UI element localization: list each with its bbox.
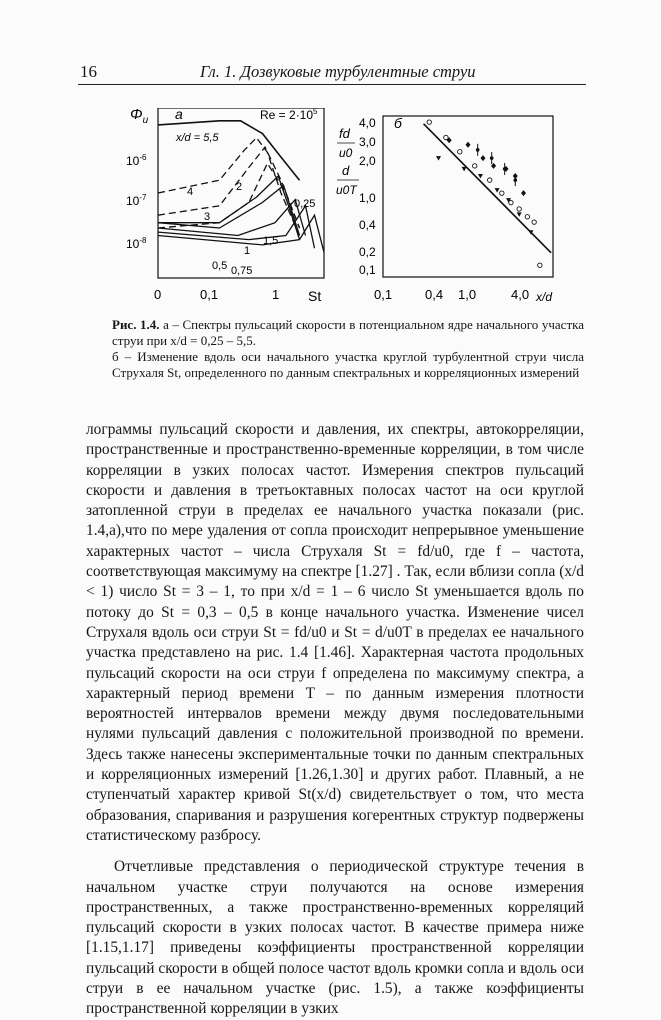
x-tick-b-3: 4,0 [511, 287, 530, 302]
data-point-circle-9 [532, 220, 536, 224]
curve-label-2: 2 [236, 181, 243, 193]
data-point-circle-1 [444, 135, 448, 139]
ylabel-u0T: u0T [336, 183, 357, 197]
page-number: 16 [80, 62, 97, 81]
data-point-triangle-3 [495, 188, 500, 193]
data-point-circle-10 [538, 263, 542, 267]
curve-label-05: 0,5 [212, 260, 228, 272]
data-point-triangle-0 [436, 156, 441, 161]
data-point-diamond-2 [480, 155, 485, 161]
data-point-triangle-2 [478, 174, 483, 179]
error-bar-point-0 [476, 148, 480, 152]
data-point-circle-0 [427, 120, 431, 124]
panel-b-frame [383, 116, 553, 277]
figure-1-4 [118, 108, 558, 308]
data-point-circle-2 [458, 150, 462, 154]
xd-label: x/d = 5,5 [176, 132, 219, 144]
x-tick-b-2: 1,0 [458, 287, 477, 302]
panel-b-data [424, 120, 552, 268]
ylabel-u0: u0 [339, 146, 353, 160]
panel-a-ylabel: $\Phi_u$ [130, 108, 149, 126]
data-point-circle-4 [487, 178, 491, 182]
spectrum-curve-55 [158, 121, 300, 180]
caption-part-b: б – Изменение вдоль оси начального участка круглой турбулентной струи числа Струхаля St, определенного по данным спектральных и корреляционных измерений [112, 349, 584, 380]
panel-b [336, 115, 553, 304]
y-tick-a-1: $10^{-7}$ [126, 193, 147, 208]
running-title: Гл. 1. Дозвуковые турбулентные струи [200, 62, 476, 81]
paragraph-1: лограммы пульсаций скорости и давления, их спектры, автокорреляции, пространственные и пространственно-временные корреляции, в том числе корреляции в узких полосах частот. Измерения спектров пульсаций скорости и давления в третьоктавных полосах частот на оси круглой затопленной струи в пределах ее начального участка показали (рис. 1.4,а),что по мере удаления от сопла происходит непрерывное уменьшение характерных частот – числа Струхаля St = fd/u0, где f – частота, соответствующая максимуму на спектре [1.27] . Так, если вблизи сопла (x/d < 1) число St = 3 – 1, то при x/d = 1 – 6 число St уменьшается вдоль по потоку до St = 0,3 – 0,5 в конце начального участка. Изменение чисел Струхаля вдоль оси струи St = fd/u0 и St = d/u0T в пределах ее начального участка представлено на рис. 1.4 [1.46]. Характерная частота продольных пульсаций скорости на оси струи f определена по максимуму спектра, а характерный период времени T – по данным измерения плотности вероятностей интервалов времени между двумя последовательными нулями пульсаций давления с положительной производной по времени. Здесь также нанесены экспериментальные точки по данным спектральных и корреляционных измерений [1.26,1.30] и других работ. Плавный, а не ступенчатый характер кривой St(x/d) свидетельствует о том, что места образования, спаривания и разрушения когерентных структур подвержены статистическому разбросу. [86, 421, 584, 844]
y-tick-b-0: 4,0 [359, 116, 376, 130]
y-tick-b-4: 0,4 [359, 218, 376, 232]
data-point-triangle-1 [462, 167, 467, 172]
panel-a-xlabel: St [308, 288, 322, 304]
header-rule [78, 84, 586, 85]
y-tick-b-5: 0,2 [359, 245, 376, 259]
figure-caption [112, 317, 584, 381]
spectrum-curve-075 [158, 200, 306, 236]
panel-b-xlabel: x/d [536, 290, 553, 304]
y-tick-b-1: 3,0 [359, 135, 376, 149]
error-bar-point-1 [490, 156, 494, 160]
y-tick-a-2: $10^{-8}$ [126, 236, 147, 251]
panel-b-y-ticks [359, 116, 376, 277]
panel-b-label: б [394, 115, 402, 131]
x-tick-a-1: 0,1 [200, 287, 219, 302]
curve-label-025: 0,25 [294, 198, 316, 210]
curve-label-075: 0,75 [231, 265, 253, 277]
data-point-diamond-6 [521, 190, 526, 196]
panel-a [126, 108, 324, 304]
caption-part-a: а – Спектры пульсаций скорости в потенциальном ядре начального участка струи при x/d = 0,25 – 5,5. [112, 317, 585, 348]
error-bar-point-2 [503, 167, 507, 171]
y-tick-b-6: 0,1 [359, 263, 376, 277]
body-text [86, 420, 584, 1020]
x-tick-a-0: 0 [154, 287, 162, 302]
ylabel-fd: fd [339, 126, 350, 141]
data-point-circle-8 [525, 215, 529, 219]
x-tick-a-2: 1 [272, 287, 280, 302]
caption-fig-label: Рис. 1.4. [112, 317, 160, 332]
data-point-circle-7 [517, 207, 521, 211]
x-tick-b-1: 0,4 [425, 287, 444, 302]
strouhal-fit-line [424, 124, 552, 253]
data-point-triangle-5 [517, 212, 522, 217]
data-point-circle-5 [500, 191, 504, 195]
curve-label-1: 1 [244, 245, 251, 257]
ylabel-d: d [342, 163, 350, 178]
curve-label-15: 1,5 [263, 235, 279, 247]
panel-a-label: а [175, 108, 183, 122]
re-label: $Re = 2\cdot 10^5$ [260, 108, 318, 122]
y-tick-b-2: 2,0 [359, 154, 376, 168]
data-point-diamond-1 [466, 142, 471, 148]
error-bar-point-3 [513, 178, 517, 182]
curve-label-4: 4 [187, 186, 194, 198]
y-tick-a-0: $10^{-6}$ [126, 153, 147, 168]
curve-label-3: 3 [204, 211, 211, 223]
x-tick-b-0: 0,1 [374, 287, 393, 302]
y-tick-b-3: 1,0 [359, 191, 376, 205]
paragraph-2: Отчетливые представления о периодической структуре течения в начальном участке струи получаются на основе измерения пространственных, а также пространственно-временных корреляций пульсаций скорости в узких полосах частот. В качестве примера ниже [1.15,1.17] приведены коэффициенты пространственной корреляции пульсаций скорости в общей полосе частот вдоль кромки сопла и вдоль оси струи в ее начальном участке (рис. 1.5), а также коэффициенты пространственной корреляции в узких [86, 858, 584, 1018]
data-point-circle-3 [473, 164, 477, 168]
